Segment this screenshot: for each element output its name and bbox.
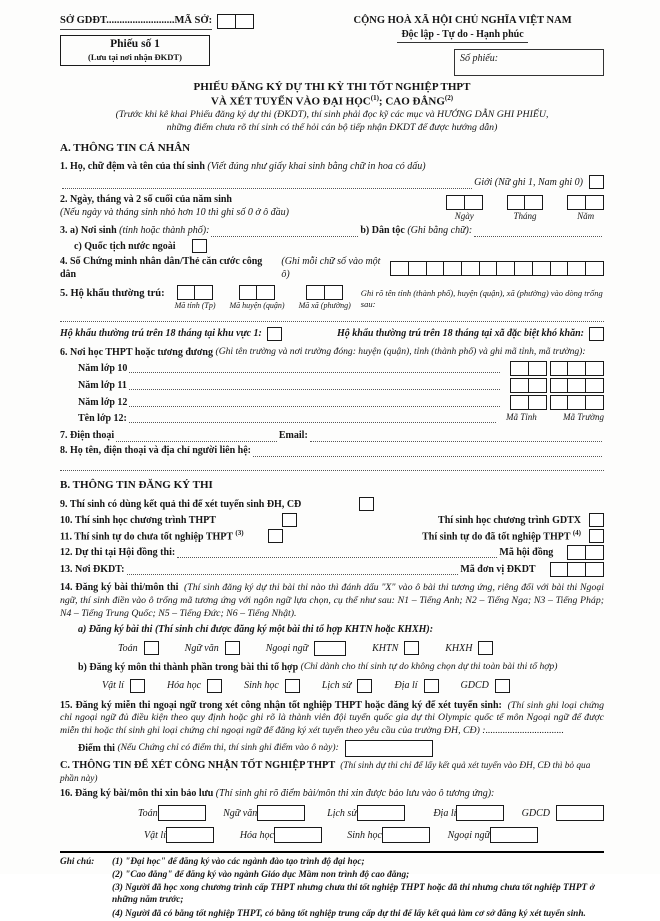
item12-row	[60, 545, 604, 560]
input-box[interactable]	[585, 545, 604, 560]
subject-box[interactable]	[478, 641, 493, 655]
subject-label: Sinh học	[347, 829, 382, 841]
item16-note: (Thí sinh ghi rõ điểm bài/môn thi xin được bảo lưu vào ô tương ứng):	[215, 788, 495, 800]
subject-label: Toán	[118, 642, 138, 654]
input-box[interactable]	[567, 545, 586, 560]
score-box[interactable]	[274, 827, 322, 843]
item12-label: 12. Dự thi tại Hội đồng thi:	[60, 547, 176, 559]
item3b-note: (Ghi bằng chữ):	[407, 225, 473, 237]
subject-label: Địa lí	[433, 807, 457, 819]
so-gddt-label: SỞ GDĐT..........................MÃ SỞ:	[60, 14, 212, 30]
item11-right-label	[422, 529, 581, 543]
diem-thi-label: Điểm thi	[78, 742, 115, 754]
title-note-line1: (Trước khi kê khai Phiếu đăng ký dự thi (ĐKDT), thí sinh phải đọc kỹ các mục và HƯỚNG DẪN GHI PHIẾU,	[115, 108, 549, 120]
reserve-hoa-hoc	[214, 827, 322, 843]
item14a-label: a) Đăng ký bài thi	[78, 623, 153, 635]
input-box[interactable]	[550, 562, 569, 577]
item14-paragraph	[60, 581, 604, 620]
gender-box[interactable]	[589, 175, 604, 189]
input-box[interactable]	[507, 195, 526, 210]
ghi-chu-label: Ghi chú:	[60, 857, 95, 868]
item4-note: (Ghi mỗi chữ số vào một ô)	[281, 256, 381, 281]
contact-person-field[interactable]	[253, 447, 602, 457]
input-box[interactable]	[239, 285, 258, 300]
item10-left-label: 10. Thí sinh học chương trình THPT	[60, 514, 216, 526]
input-box[interactable]	[567, 261, 586, 276]
phieu-so-1-box	[60, 35, 210, 66]
input-box[interactable]	[514, 261, 533, 276]
item8-label: 8. Họ tên, điện thoại và địa chỉ người liên hệ:	[60, 444, 252, 456]
reserve-ngu-van	[206, 805, 306, 821]
input-box[interactable]	[532, 261, 551, 276]
input-box[interactable]	[194, 285, 213, 300]
item7-row	[60, 429, 604, 442]
subject-label: Lịch sử	[327, 807, 357, 819]
subject-khtn	[372, 641, 419, 655]
item6-row	[60, 346, 604, 359]
input-box[interactable]	[324, 285, 343, 300]
grade12-label: Năm lớp 12	[78, 396, 128, 408]
item2-row	[60, 193, 604, 223]
gender-label: Giới (Nữ ghi 1, Nam ghi 0)	[474, 176, 583, 188]
grade10-row	[60, 361, 604, 376]
ma-tinh-label: Mã Tỉnh	[506, 412, 537, 423]
input-box[interactable]	[528, 395, 547, 410]
item3-row	[60, 224, 604, 237]
input-box[interactable]	[177, 285, 196, 300]
subject-label: Toán	[137, 807, 158, 819]
subject-box[interactable]	[225, 641, 240, 655]
language-code-box[interactable]	[314, 641, 346, 656]
subject-lich-su	[322, 679, 373, 693]
item1-label: 1. Họ, chữ đệm và tên của thí sinh	[60, 160, 205, 172]
item3a-note: (tỉnh hoặc thành phố):	[119, 225, 210, 237]
reserve-toan	[106, 805, 206, 821]
score-box[interactable]	[158, 805, 206, 821]
grade11-code-boxes	[510, 378, 604, 393]
subject-box[interactable]	[144, 641, 159, 655]
subject-box[interactable]	[207, 679, 222, 693]
subject-box[interactable]	[424, 679, 439, 693]
item11-row	[60, 529, 604, 543]
score-box[interactable]	[166, 827, 214, 843]
grade10-school-field[interactable]	[129, 363, 499, 373]
day-label: Ngày	[454, 210, 474, 221]
grade10-code-boxes	[510, 361, 604, 376]
national-motto-line1: CỘNG HOÀ XÃ HỘI CHỦ NGHĨA VIỆT NAM	[353, 15, 572, 26]
reserve-dia-li	[405, 805, 505, 821]
full-name-field[interactable]	[62, 179, 472, 189]
item14b-row	[60, 661, 604, 674]
item3c-label: c) Quốc tịch nước ngoài	[74, 240, 176, 252]
grade10-label: Năm lớp 10	[78, 362, 128, 374]
item11-footnote-4: (4)	[572, 529, 581, 538]
grade11-row	[60, 378, 604, 393]
year-group	[567, 195, 604, 223]
input-box[interactable]	[524, 195, 543, 210]
input-box[interactable]	[496, 261, 515, 276]
input-box[interactable]	[567, 378, 586, 393]
footnote-4: (4) Người đã có bằng tốt nghiệp THPT, có bằng tốt nghiệp trung cấp dự thi để lấy kết quả làm cơ sở đăng ký xét tuyển sinh.	[112, 908, 586, 919]
input-box[interactable]	[426, 261, 445, 276]
district-code-label: Mã huyện (quận)	[229, 301, 285, 311]
footnote-list	[112, 856, 604, 920]
footnotes	[60, 856, 604, 920]
residence-xa-label: Hộ khẩu thường trú trên 18 tháng tại xã đặc biệt khó khăn:	[337, 328, 584, 340]
reserve-ngoai-ngu	[430, 827, 538, 843]
subject-toan	[118, 641, 159, 655]
council-code-boxes	[567, 545, 604, 560]
input-box[interactable]	[567, 361, 586, 376]
subject-box[interactable]	[404, 641, 419, 655]
phieu-so-1-subtitle: (Lưu tại nơi nhận ĐKDT)	[88, 51, 182, 62]
subject-hoa-hoc	[167, 679, 222, 693]
grade12-code-boxes	[510, 395, 604, 410]
input-box[interactable]	[585, 361, 604, 376]
item7-label: 7. Điện thoại	[60, 429, 115, 441]
subject-box[interactable]	[130, 679, 145, 693]
input-box[interactable]	[510, 378, 529, 393]
subject-khxh	[445, 641, 493, 655]
birthplace-field[interactable]	[211, 227, 358, 237]
item14b-subjects-row	[60, 677, 604, 695]
input-box[interactable]	[567, 562, 586, 577]
item2-note: (Nếu ngày và tháng sinh nhỏ hơn 10 thì ghi số 0 ở ô đầu)	[60, 206, 289, 218]
item3b-label: b) Dân tộc	[360, 225, 405, 237]
score-box[interactable]	[490, 827, 538, 843]
item10-row	[60, 513, 604, 527]
subject-label: Ngoại ngữ	[265, 642, 309, 654]
district-code-group	[230, 285, 285, 311]
item15-label: 15. Đăng ký miễn thi ngoại ngữ trong xét công nhận tốt nghiệp THPT hoặc đăng ký để xét tuyển sinh:	[60, 699, 502, 711]
item15-score-row	[60, 740, 604, 757]
province-code-group	[175, 285, 216, 311]
commune-code-label: Mã xã (phường)	[298, 301, 351, 311]
section-a-heading: A. THÔNG TIN CÁ NHÂN	[60, 142, 191, 155]
dob-box-groups	[446, 193, 604, 223]
input-box[interactable]	[585, 195, 604, 210]
email-label: Email:	[278, 429, 308, 441]
free-candidate-grad-box[interactable]	[589, 529, 604, 543]
item13-label: 13. Nơi ĐKDT:	[60, 564, 125, 576]
input-box[interactable]	[567, 395, 586, 410]
item10-right-label: Thí sinh học chương trình GDTX	[438, 514, 581, 526]
subject-label: Hóa học	[166, 680, 202, 692]
item1-name-row	[60, 175, 604, 189]
item14-note: (Thí sinh đăng ký dự thi bài thi nào thì đánh dấu "X" vào ô bài thi tương ứng, riêng đối với bài thi Ngoại ngữ, thí sinh điền vào ô trống mã tương ứng với ngôn ngữ lựa chọn, cụ thể như sau: N1 – Tiếng Anh; N2 – Tiếng Nga; N3 – Tiếng Pháp; N4 – Tiếng Trung Quốc; N5 – Tiếng Đức; N6 – Tiếng Nhật).	[60, 582, 604, 619]
item14b-label: b) Đăng ký môn thi thành phần trong bài thi tổ hợp	[78, 661, 299, 673]
class12-field[interactable]	[129, 413, 496, 423]
subject-ngu-van	[185, 641, 240, 655]
item12-code-label: Mã hội đồng	[499, 547, 554, 559]
ethnicity-field[interactable]	[474, 227, 602, 237]
subject-label: GDCD	[460, 680, 489, 692]
item1-row	[60, 160, 604, 173]
item16-row2	[60, 825, 604, 845]
code-column-labels	[506, 412, 604, 424]
form-header	[60, 14, 604, 76]
score-box[interactable]	[556, 805, 604, 821]
input-box[interactable]	[585, 378, 604, 393]
subject-label: Ngoại ngữ	[447, 829, 490, 841]
item15-paragraph	[60, 699, 604, 738]
item5-label: 5. Hộ khẩu thường trú:	[60, 288, 165, 300]
footer-divider	[60, 851, 604, 853]
item9-row	[60, 497, 604, 511]
title-line2-b: ; CAO ĐẲNG	[378, 95, 445, 108]
certificate-score-box[interactable]	[345, 740, 433, 757]
input-box[interactable]	[306, 285, 325, 300]
input-box[interactable]	[585, 261, 604, 276]
use-result-box[interactable]	[359, 497, 374, 511]
input-box[interactable]	[550, 378, 569, 393]
id-number-boxes	[390, 261, 604, 276]
item16-row1	[60, 803, 604, 823]
subject-box[interactable]	[285, 679, 300, 693]
input-box[interactable]	[446, 195, 465, 210]
national-motto-line2: Độc lập - Tự do - Hạnh phúc	[397, 28, 527, 43]
item14-label: 14. Đăng ký bài thi/môn thi	[60, 582, 179, 594]
score-box[interactable]	[357, 805, 405, 821]
so-gddt-line	[60, 14, 310, 30]
input-box[interactable]	[585, 395, 604, 410]
grade11-label: Năm lớp 11	[78, 379, 127, 391]
residence-xa-box[interactable]	[589, 327, 604, 341]
phieu-so-1-title: Phiếu số 1	[110, 37, 160, 50]
reserve-sinh-hoc	[322, 827, 430, 843]
subject-label: Sinh học	[244, 680, 279, 692]
item9-label: 9. Thí sinh có dùng kết quả thi để xét tuyển sinh ĐH, CĐ	[60, 498, 302, 510]
reserve-gdcd	[504, 805, 604, 821]
form-title-line1: PHIẾU ĐĂNG KÝ DỰ THI KỲ THI TỐT NGHIỆP THPT	[193, 80, 471, 93]
month-label: Tháng	[513, 210, 537, 221]
item13-row	[60, 562, 604, 577]
subject-gdcd	[461, 679, 510, 693]
thpt-program-box[interactable]	[282, 513, 297, 527]
gdtx-program-box[interactable]	[589, 513, 604, 527]
grade11-school-field[interactable]	[129, 380, 500, 390]
subject-label: KHXH	[445, 642, 473, 654]
province-code-label: Mã tỉnh (Tp)	[174, 301, 216, 311]
section-c-heading-row	[60, 759, 604, 785]
day-group	[446, 195, 483, 223]
grade12-school-field[interactable]	[129, 397, 499, 407]
email-field[interactable]	[310, 432, 602, 442]
input-box[interactable]	[510, 395, 529, 410]
input-box[interactable]	[528, 361, 547, 376]
month-group	[507, 195, 544, 223]
title-footnote-ref-2: (2)	[444, 93, 454, 102]
score-box[interactable]	[456, 805, 504, 821]
item2-label: 2. Ngày, tháng và 2 số cuối của năm sinh	[60, 193, 232, 205]
residence-field[interactable]	[60, 316, 604, 322]
item4-row	[60, 255, 604, 281]
item11-footnote-3: (3)	[235, 529, 244, 538]
subject-label: Lịch sử	[321, 680, 352, 692]
item1-note: (Viết đúng như giấy khai sinh bằng chữ in hoa có dấu)	[207, 160, 426, 172]
item16-row	[60, 787, 604, 800]
item4-label: 4. Số Chứng minh nhân dân/Thẻ căn cước công dân	[60, 256, 263, 281]
item13-code-label: Mã đơn vị ĐKDT	[460, 564, 536, 576]
commune-code-group	[299, 285, 351, 311]
class12-label: Tên lớp 12:	[78, 412, 127, 424]
item6-note: (Ghi tên trường và nơi trường đóng: huyện (quận), tỉnh (thành phố) và ghi mã tỉnh, mã trường):	[215, 346, 586, 358]
title-note-line2: những điểm chưa rõ thí sinh có thể hỏi cán bộ tiếp nhận ĐKDT để được hướng dẫn)	[166, 121, 498, 133]
input-box[interactable]	[585, 562, 604, 577]
year-label: Năm	[577, 210, 595, 221]
item5-row	[60, 285, 604, 311]
score-box[interactable]	[257, 805, 305, 821]
section-c-heading: C. THÔNG TIN ĐỂ XÉT CÔNG NHẬN TỐT NGHIỆP THPT	[60, 759, 336, 771]
item6-label: 6. Nơi học THPT hoặc tương đương	[60, 346, 213, 358]
item15-note: (Thí sinh ghi loại chứng chỉ ngoại ngữ đủ điều kiện theo quy định hoặc ghi rõ là thành viên đội tuyển quốc gia dự thi Olympic quốc tế môn Ngoại ngữ để được miễn thi hoặc thí sinh ghi loại chứng chỉ ngoại ngữ để đăng ký xét tuyển theo yêu cầu của trường ĐH, CĐ) :................................	[60, 699, 604, 737]
item3a-label: 3. a) Nơi sinh	[60, 225, 117, 237]
score-box[interactable]	[382, 827, 430, 843]
input-box[interactable]	[479, 261, 498, 276]
reserve-lich-su	[305, 805, 405, 821]
header-right	[321, 14, 604, 76]
subject-vat-li	[102, 679, 145, 693]
so-phieu-field[interactable]	[454, 49, 604, 76]
input-box[interactable]	[235, 14, 254, 29]
subject-label: GDCD	[521, 807, 550, 819]
item11-left-label	[60, 529, 244, 543]
free-candidate-not-grad-box[interactable]	[268, 529, 283, 543]
input-box[interactable]	[567, 195, 586, 210]
input-box[interactable]	[390, 261, 409, 276]
section-b-heading: B. THÔNG TIN ĐĂNG KÝ THI	[60, 478, 213, 491]
residence-18-row	[60, 327, 604, 341]
title-line2-a: VÀ XÉT TUYỂN VÀO ĐẠI HỌC	[210, 95, 371, 108]
input-box[interactable]	[443, 261, 462, 276]
reserve-vat-li	[106, 827, 214, 843]
item3c-row	[60, 239, 604, 253]
footnote-3: (3) Người đã học xong chương trình cấp THPT nhưng chưa thi tốt nghiệp THPT hoặc đã thi nhưng chưa tốt nghiệp THPT ở những năm trước;	[112, 883, 595, 906]
subject-dia-li	[394, 679, 438, 693]
so-phieu-label: Số phiếu:	[460, 52, 499, 64]
subject-label: Ngữ văn	[184, 642, 219, 654]
item11-right-text: Thí sinh tự do đã tốt nghiệp THPT	[422, 531, 571, 543]
class12-row	[60, 412, 604, 425]
input-box[interactable]	[408, 261, 427, 276]
item11-left-text: 11. Thí sinh tự do chưa tốt nghiệp THPT	[60, 531, 233, 543]
subject-box[interactable]	[357, 679, 372, 693]
ma-so-boxes	[217, 14, 254, 29]
footnote-2: (2) "Cao đẳng" để đăng ký vào ngành Giáo dục Mầm non trình độ cao đẳng;	[112, 870, 410, 881]
item14b-note: (Chỉ dành cho thí sinh tự do không chọn dự thi toàn bài thi tổ hợp)	[300, 660, 558, 672]
dkdt-unit-code-boxes	[550, 562, 604, 577]
input-box[interactable]	[461, 261, 480, 276]
subject-label: Vật lí	[144, 829, 166, 841]
subject-label: KHTN	[372, 642, 399, 654]
subject-sinh-hoc	[244, 679, 300, 693]
subject-ngoai-ngu	[266, 641, 346, 656]
section-divider	[60, 465, 604, 471]
item16-label: 16. Đăng ký bài/môn thi xin bảo lưu	[60, 788, 214, 800]
exam-council-field[interactable]	[177, 548, 497, 558]
input-box[interactable]	[550, 261, 569, 276]
subject-label: Hóa học	[239, 829, 274, 841]
footnote-1: (1) "Đại học" để đăng ký vào các ngành đào tạo trình độ đại học;	[112, 857, 365, 868]
dkdt-place-field[interactable]	[127, 565, 459, 575]
form-title-line2	[60, 94, 604, 109]
input-box[interactable]	[528, 378, 547, 393]
item5-note: Ghi rõ tên tỉnh (thành phố), huyện (quận), xã (phường) vào dòng trống sau:	[360, 288, 603, 310]
subject-label: Ngữ văn	[223, 807, 258, 819]
item14a-note: (Thí sinh chỉ được đăng ký một bài thi tổ hợp KHTN hoặc KHXH):	[154, 623, 434, 635]
diem-thi-note: (Nếu Chứng chỉ có điểm thi, thí sinh ghi điểm vào ô này):	[117, 742, 339, 754]
residence-kv1-box[interactable]	[267, 327, 282, 341]
section-c-note: (Thí sinh dự thi chỉ để lấy kết quả xét tuyển vào ĐH, CĐ thì bỏ qua phần này)	[60, 760, 591, 785]
foreign-nationality-box[interactable]	[192, 239, 207, 253]
input-box[interactable]	[550, 395, 569, 410]
input-box[interactable]	[550, 361, 569, 376]
item14a-row	[60, 623, 604, 636]
item8-row	[60, 444, 604, 457]
grade12-row	[60, 395, 604, 410]
input-box[interactable]	[256, 285, 275, 300]
subject-label: Địa lí	[394, 680, 418, 692]
title-footnote-ref-1: (1)	[370, 93, 379, 102]
input-box[interactable]	[217, 14, 236, 29]
item2-labels	[60, 193, 446, 219]
ma-truong-label: Mã Trường	[563, 412, 604, 423]
header-left	[60, 14, 310, 76]
input-box[interactable]	[510, 361, 529, 376]
residence-kv1-label: Hộ khẩu thường trú trên 18 tháng tại khu vực 1:	[60, 328, 262, 340]
item14a-subjects-row	[60, 639, 604, 658]
subject-box[interactable]	[495, 679, 510, 693]
subject-label: Vật lí	[102, 680, 124, 692]
input-box[interactable]	[464, 195, 483, 210]
phone-field[interactable]	[116, 432, 277, 442]
